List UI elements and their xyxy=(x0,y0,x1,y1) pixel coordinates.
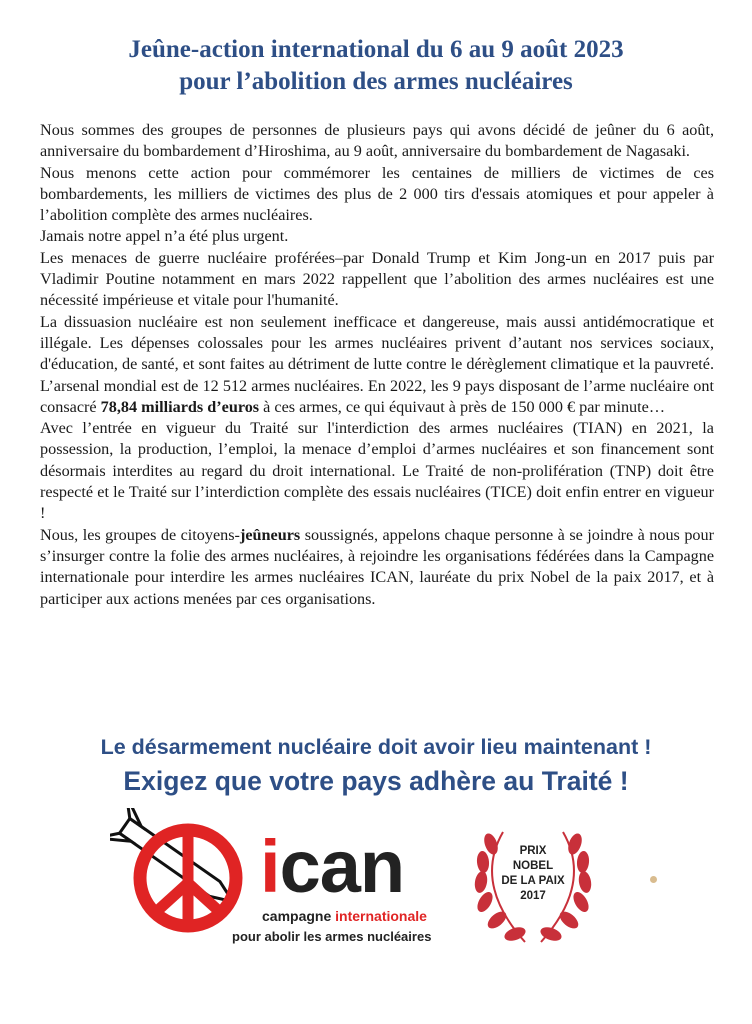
nobel-line-1: PRIX xyxy=(519,845,547,857)
paragraph-5-text-a: La dissuasion nucléaire est non seulement inefficace et dangereuse, mais aussi antidémocratique et illégale. Les dépenses colossales pour les armes nucléaires privent d’autant nos services sociaux, d'éducation, de santé, et sont faites au détriment de lutte contre le dérèglement climatique et la pauvreté. L’arsenal mondial est de 12 512 armes nucléaires. En 2022, les 9 pays disposant de l’arme nucléaire ont consacré xyxy=(40,312,714,416)
page-title xyxy=(20,34,732,98)
paragraph-2: Nous menons cette action pour commémorer les centaines de milliers de victimes de ces bombardements, les milliers de victimes des plus de 2 000 tirs d'essais atomiques et pour appeler à l’abolition complète des armes nucléaires. xyxy=(40,163,714,225)
paragraph-7 xyxy=(40,525,714,610)
nobel-line-4: 2017 xyxy=(520,890,546,902)
paragraph-6: Avec l’entrée en vigueur du Traité sur l'interdiction des armes nucléaires (TIAN) en 2021, la possession, la production, l’emploi, la menace d’emploi d’armes nucléaires et son financement sont désormais interdites au regard du droit international. Le Traité de non-prolifération (TNP) doit être respecté et le Traité sur l’interdiction complète des essais nucléaires (TICE) doit enfin entrer en vigueur ! xyxy=(40,419,714,523)
slogan-1: Le désarmement nucléaire doit avoir lieu maintenant ! xyxy=(100,735,652,759)
ican-wordmark-i: i xyxy=(260,825,280,908)
paper-spot xyxy=(650,876,657,883)
body-text xyxy=(40,120,714,610)
nobel-line-2: NOBEL xyxy=(512,860,554,872)
ican-wordmark xyxy=(260,825,405,908)
paragraph-3: Jamais notre appel n’a été plus urgent. xyxy=(40,227,289,246)
ican-subtitle-1b: internationale xyxy=(335,908,427,924)
ican-wordmark-can: can xyxy=(279,825,405,908)
ican-subtitle-1a: campagne xyxy=(262,908,336,924)
paragraph-7-text-b: soussignés, appelons chaque personne à se joindre à nous pour s’insurger contre la folie des armes nucléaires, à rejoindre les organisations fédérées dans la Campagne internationale pour interdire les armes nucléaires ICAN, lauréate du prix Nobel de la paix 2017, et à participer aux actions menées par ces organisations. xyxy=(40,525,714,608)
title-line-1: Jeûne-action international du 6 au 9 août 2023 xyxy=(128,36,624,63)
ican-logo-area xyxy=(110,808,670,958)
paragraph-7-bold: jeûneurs xyxy=(239,525,301,544)
slogan-2: Exigez que votre pays adhère au Traité ! xyxy=(123,766,629,796)
paragraph-5-amount: 78,84 milliards d’euros xyxy=(100,397,260,416)
paragraph-1: Nous sommes des groupes de personnes de plusieurs pays qui avons décidé de jeûner du 6 août, anniversaire du bombardement d’Hiroshima, au 9 août, anniversaire du bombardement de Nagasaki. xyxy=(40,121,714,161)
nobel-line-3: DE LA PAIX xyxy=(501,875,565,887)
paragraph-5-text-b: à ces armes, ce qui équivaut à près de 150 000 € par minute… xyxy=(259,397,666,416)
ican-missile-peace-icon xyxy=(110,808,260,938)
paragraph-7-text-a: Nous, les groupes de citoyens- xyxy=(40,525,240,544)
paragraph-5 xyxy=(40,312,714,418)
ican-subtitle-1 xyxy=(262,908,427,924)
title-line-2: pour l’abolition des armes nucléaires xyxy=(179,68,573,95)
paragraph-4: Les menaces de guerre nucléaire proférées–par Donald Trump et Kim Jong-un en 2017 puis par Vladimir Poutine notamment en mars 2022 rappellent que l’abolition des armes nucléaires est une nécessité impérieuse et vitale pour l'humanité. xyxy=(40,248,714,310)
ican-subtitle-2: pour abolir les armes nucléaires xyxy=(232,929,432,944)
nobel-prize-label xyxy=(488,844,578,904)
